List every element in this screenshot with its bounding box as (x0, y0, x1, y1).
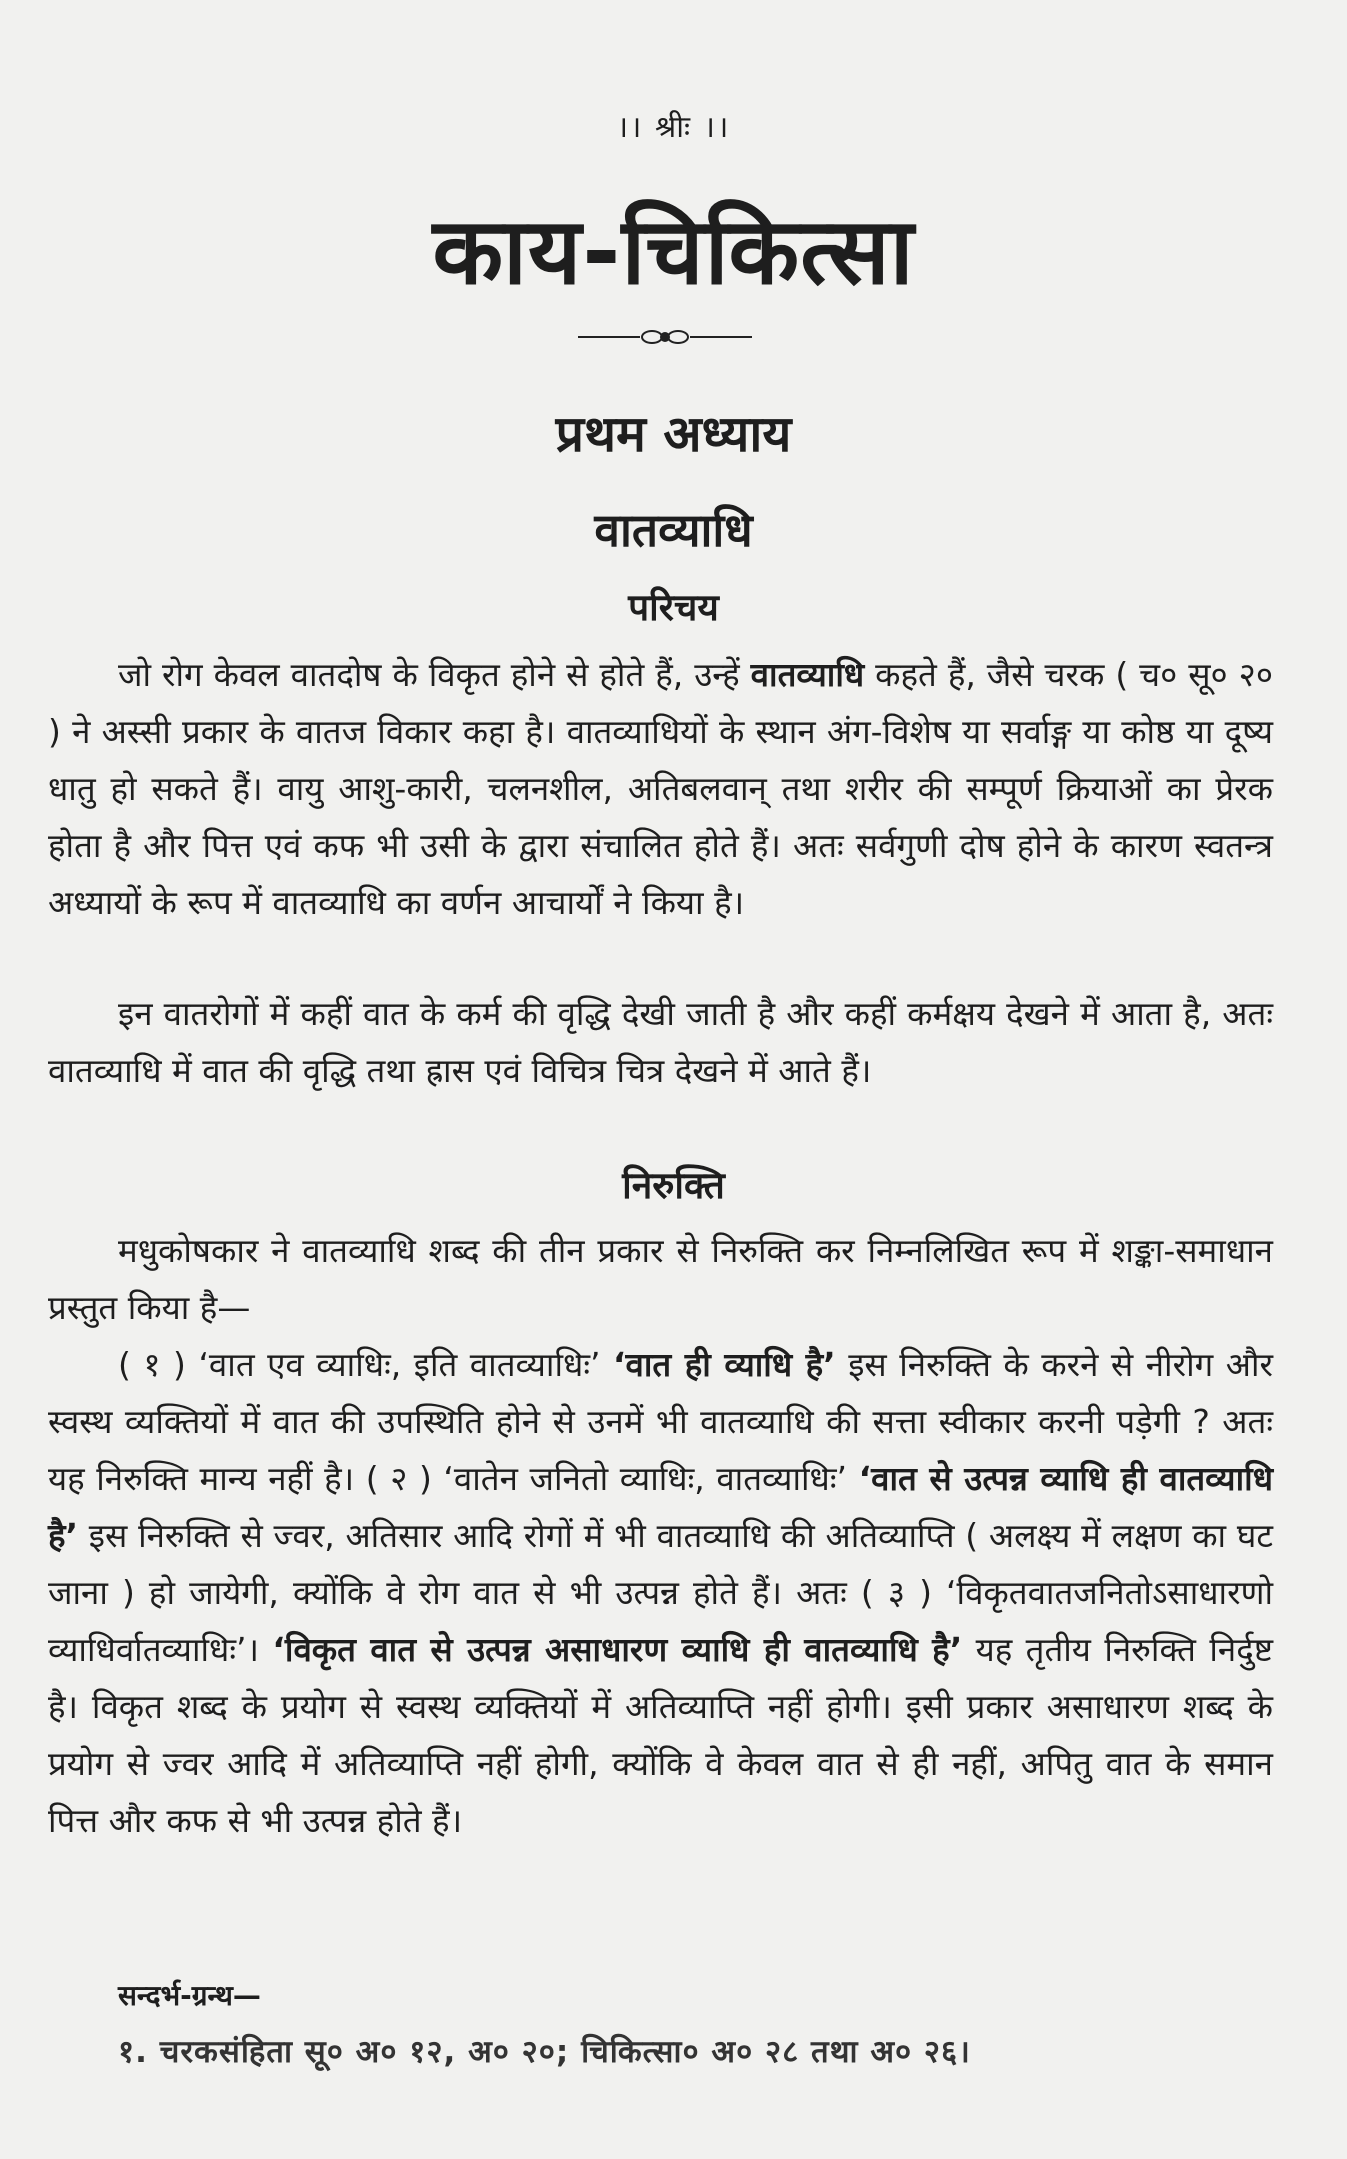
para1-bold-term: वातव्याधि (750, 655, 865, 694)
etymology-text-1: ( १ ) ‘वात एव व्याधिः, इति वातव्याधिः’ (118, 1345, 613, 1384)
reference-line-1: १. चरकसंहिता सू० अ० १२, अ० २०; चिकित्सा० अ० २८ तथा अ० २६। (118, 2034, 971, 2070)
paragraph-vata-diseases (48, 985, 1273, 1099)
etymology-text-4: यह तृतीय निरुक्ति निर्दुष्ट है। विकृत शब्द के प्रयोग से स्वस्थ व्यक्तियों में अतिव्याप्ति नहीं होगी। इसी प्रकार असाधारण शब्द के प्रयोग से ज्वर आदि में अतिव्याप्ति नहीं होगी, क्योंकि वे केवल वात से ही नहीं, अपितु वात के समान पित्त और कफ से भी उत्पन्न होते हैं। (48, 1630, 1273, 1840)
chapter-heading: प्रथम अध्याय (555, 405, 792, 463)
paragraph-introduction (48, 646, 1273, 931)
etymology-intro-text: मधुकोषकार ने वातव्याधि शब्द की तीन प्रकार से निरुक्ति कर निम्नलिखित रूप में शङ्का-समाधान प्रस्तुत किया है— (48, 1231, 1273, 1327)
section-heading-introduction: परिचय (628, 586, 719, 629)
para1-text-a: जो रोग केवल वातदोष के विकृत होने से होते हैं, उन्हें (118, 655, 751, 694)
paragraph-etymology (48, 1222, 1273, 1849)
invocation-text: ।। श्रीः ।। (616, 110, 731, 145)
etymology-bold-3: ‘विकृत वात से उत्पन्न असाधारण व्याधि ही वातव्याधि है’ (272, 1630, 963, 1669)
title-ornament-divider (578, 325, 752, 349)
etymology-text-3: इस निरुक्ति से ज्वर, अतिसार आदि रोगों में भी वातव्याधि की अतिव्याप्ति ( अलक्ष्य में लक्षण का घट जाना ) हो जायेगी, क्योंकि वे रोग वात से भी उत्पन्न होते हैं। अतः ( ३ ) ‘विकृतवातजनितोऽसाधारणो व्याधिर्वातव्याधिः’। (48, 1516, 1273, 1669)
para2-text: इन वातरोगों में कहीं वात के कर्म की वृद्धि देखी जाती है और कहीं कर्मक्षय देखने में आता है, अतः वातव्याधि में वात की वृद्धि तथा ह्रास एवं विचित्र चित्र देखने में आते हैं। (48, 994, 1273, 1090)
etymology-bold-1: ‘वात ही व्याधि है’ (613, 1345, 836, 1384)
etymology-text-2: इस निरुक्ति के करने से नीरोग और स्वस्थ व्यक्तियों में वात की उपस्थिति होने से उनमें भी वातव्याधि की सत्ता स्वीकार करनी पड़ेगी ? अतः यह निरुक्ति मान्य नहीं है। ( २ ) ‘वातेन जनितो व्याधिः, वातव्याधिः’ (48, 1345, 1273, 1498)
para1-text-c: कहते हैं, जैसे चरक ( च० सू० २० ) ने अस्सी प्रकार के वातज विकार कहा है। वातव्याधियों के स्थान अंग-विशेष या सर्वाङ्ग या कोष्ठ या दूष्य धातु हो सकते हैं। वायु आशु-कारी, चलनशील, अतिबलवान् तथा शरीर की सम्पूर्ण क्रियाओं का प्रेरक होता है और पित्त एवं कफ भी उसी के द्वारा संचालित होते हैं। अतः सर्वगुणी दोष होने के कारण स्वतन्त्र अध्यायों के रूप में वातव्याधि का वर्णन आचार्यों ने किया है। (48, 655, 1273, 922)
etymology-bold-2: ‘वात से उत्पन्न व्याधि ही वातव्याधि है’ (48, 1459, 1273, 1555)
references-heading: सन्दर्भ-ग्रन्थ— (118, 1979, 261, 2012)
subject-heading: वातव्याधि (594, 503, 753, 557)
book-title: काय-चिकित्सा (432, 198, 915, 305)
section-heading-etymology: निरुक्ति (622, 1164, 725, 1207)
